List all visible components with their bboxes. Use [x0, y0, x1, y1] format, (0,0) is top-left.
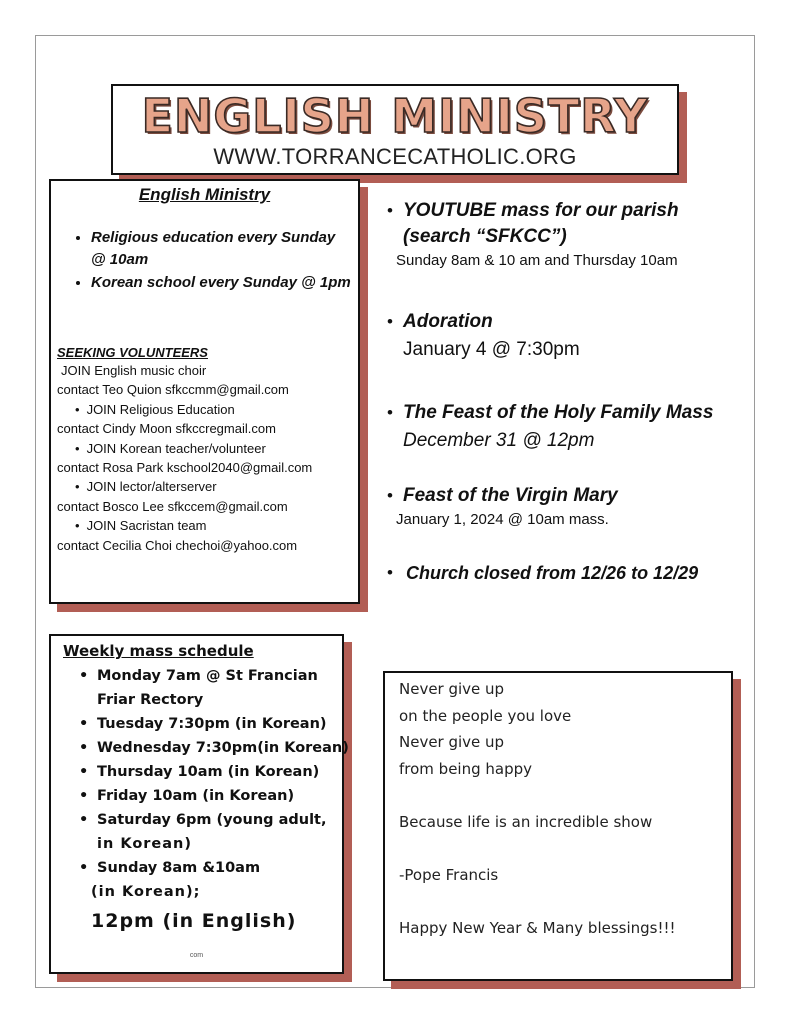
schedule-item	[79, 664, 342, 712]
schedule-item	[79, 808, 342, 856]
english-ministry-panel	[49, 179, 360, 604]
volunteer-contact: contact Teo Quion sfkccmm@gmail.com	[57, 382, 289, 398]
event-virgin-mary	[387, 483, 757, 531]
volunteer-join: • JOIN Sacristan team	[57, 516, 358, 535]
program-text: Korean school every Sunday @ 1pm	[91, 274, 351, 291]
schedule-item	[79, 784, 342, 808]
volunteer-contact: contact Cindy Moon sfkccregmail.com	[57, 421, 276, 437]
page-title: ENGLISH MINISTRY	[141, 89, 649, 143]
schedule-item	[79, 856, 342, 904]
event-church-closed	[387, 560, 757, 586]
schedule-text: Friday 10am (in Korean)	[97, 788, 295, 804]
volunteer-join: • JOIN Religious Education	[57, 400, 358, 419]
schedule-text: Thursday 10am (in Korean)	[97, 764, 320, 780]
quote-line: Because life is an incredible show	[399, 812, 653, 831]
schedule-text-cont: Friar Rectory	[97, 692, 204, 708]
volunteer-contact: contact Rosa Park kschool2040@gmail.com	[57, 460, 313, 476]
event-title-cont: (search “SFKCC”)	[403, 226, 567, 247]
quote-panel	[383, 671, 733, 981]
volunteer-join: JOIN English music choir	[61, 363, 207, 378]
new-year-greeting: Happy New Year & Many blessings!!!	[399, 918, 676, 937]
quote-line	[399, 888, 731, 915]
schedule-text: Sunday 8am &10am	[97, 860, 261, 876]
event-detail: January 4 @ 7:30pm	[403, 339, 580, 360]
event-title: • Feast of the Virgin Mary	[403, 485, 618, 506]
program-text-cont: @ 10am	[91, 251, 149, 268]
volunteer-contact: contact Cecilia Choi chechoi@yahoo.com	[57, 537, 298, 553]
event-title: • Church closed from 12/26 to 12/29	[406, 563, 699, 583]
schedule-text: Wednesday 7:30pm(in Korean)	[97, 740, 349, 756]
quote-line	[399, 835, 731, 862]
schedule-item	[79, 736, 349, 760]
schedule-text: Tuesday 7:30pm (in Korean)	[97, 716, 327, 732]
event-title: • YOUTUBE mass for our parish	[403, 200, 679, 221]
website-url: WWW.TORRANCECATHOLIC.ORG	[213, 144, 577, 169]
event-adoration	[387, 309, 757, 363]
list-item	[91, 227, 358, 271]
quote-attribution: -Pope Francis	[399, 865, 499, 884]
weekly-schedule-heading: Weekly mass schedule	[63, 642, 254, 660]
english-mass-time: 12pm (in English)	[91, 910, 297, 932]
events-list	[387, 198, 757, 586]
event-detail: Sunday 8am & 10 am and Thursday 10am	[396, 252, 678, 269]
small-footer-text: com	[189, 952, 204, 959]
quote-line: from being happy	[399, 759, 533, 778]
event-holy-family	[387, 400, 757, 454]
weekly-schedule-list	[63, 664, 349, 904]
volunteer-list	[57, 361, 358, 555]
event-youtube-mass	[387, 198, 757, 272]
quote-line: Never give up	[399, 680, 505, 698]
program-text: Religious education every Sunday	[91, 229, 336, 246]
weekly-mass-schedule-panel	[49, 634, 349, 974]
volunteer-contact: contact Bosco Lee sfkccem@gmail.com	[57, 498, 288, 514]
event-title: • Adoration	[403, 311, 493, 332]
schedule-item	[79, 760, 342, 784]
event-title: • The Feast of the Holy Family Mass	[403, 402, 714, 423]
volunteer-join: • JOIN Korean teacher/volunteer	[57, 439, 358, 458]
seeking-volunteers-heading: SEEKING VOLUNTEERS	[57, 345, 208, 360]
event-detail: January 1, 2024 @ 10am mass.	[396, 511, 609, 528]
schedule-item	[79, 712, 342, 736]
event-detail: December 31 @ 12pm	[403, 430, 595, 451]
volunteer-join: • JOIN lector/alterserver	[57, 477, 358, 496]
ministry-programs-list	[57, 227, 358, 294]
quote-line	[399, 782, 731, 809]
header-banner	[111, 84, 679, 175]
schedule-text: Monday 7am @ St Francian	[97, 668, 318, 684]
english-ministry-heading: English Ministry	[138, 185, 271, 204]
schedule-text: Saturday 6pm (young adult,	[97, 812, 327, 828]
schedule-text-cont: (in Korean);	[91, 884, 201, 900]
quote-line: on the people you love	[399, 706, 572, 725]
schedule-text-cont: in Korean)	[97, 836, 193, 852]
list-item	[91, 272, 358, 294]
quote-line: Never give up	[399, 733, 505, 751]
